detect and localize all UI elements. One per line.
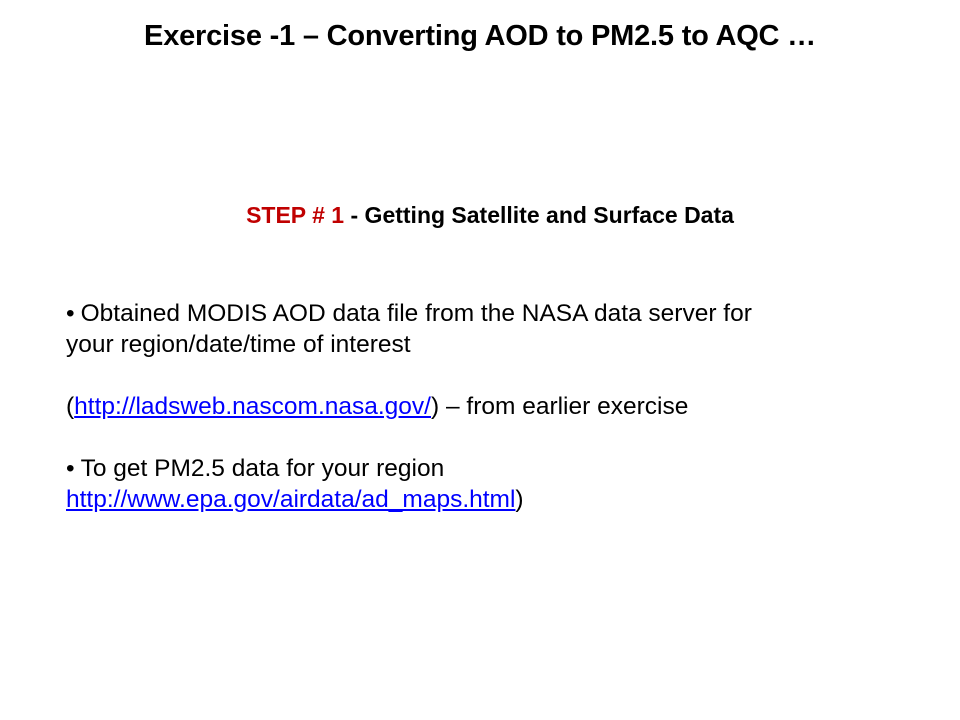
- bullet-item-modis: [66, 298, 896, 329]
- link2-suffix: ): [515, 486, 524, 513]
- bullet-icon: •: [66, 300, 75, 327]
- item1-line2: your region/date/time of interest: [66, 331, 411, 358]
- bullet-icon: •: [66, 455, 75, 482]
- step-heading: [0, 202, 960, 229]
- item1-line1: Obtained MODIS AOD data file from the NASA data server for: [80, 300, 752, 327]
- slide-body: [66, 298, 896, 515]
- spacer: [66, 422, 896, 453]
- slide-title: Exercise -1 – Converting AOD to PM2.5 to AQC …: [144, 20, 816, 52]
- ladsweb-link-row: [66, 391, 896, 422]
- epa-link-row: [66, 484, 896, 515]
- link1-suffix: ) – from earlier exercise: [431, 393, 689, 420]
- step-number: STEP # 1: [246, 202, 345, 228]
- step-title: - Getting Satellite and Surface Data: [344, 202, 734, 228]
- item1-line2-row: [66, 329, 896, 360]
- epa-link[interactable]: http://www.epa.gov/airdata/ad_maps.html: [66, 486, 516, 513]
- spacer: [66, 360, 896, 391]
- ladsweb-link[interactable]: http://ladsweb.nascom.nasa.gov/: [74, 393, 431, 420]
- item2-text: To get PM2.5 data for your region: [80, 455, 445, 482]
- bullet-item-pm25: [66, 453, 896, 484]
- link1-open-paren: (: [66, 393, 75, 420]
